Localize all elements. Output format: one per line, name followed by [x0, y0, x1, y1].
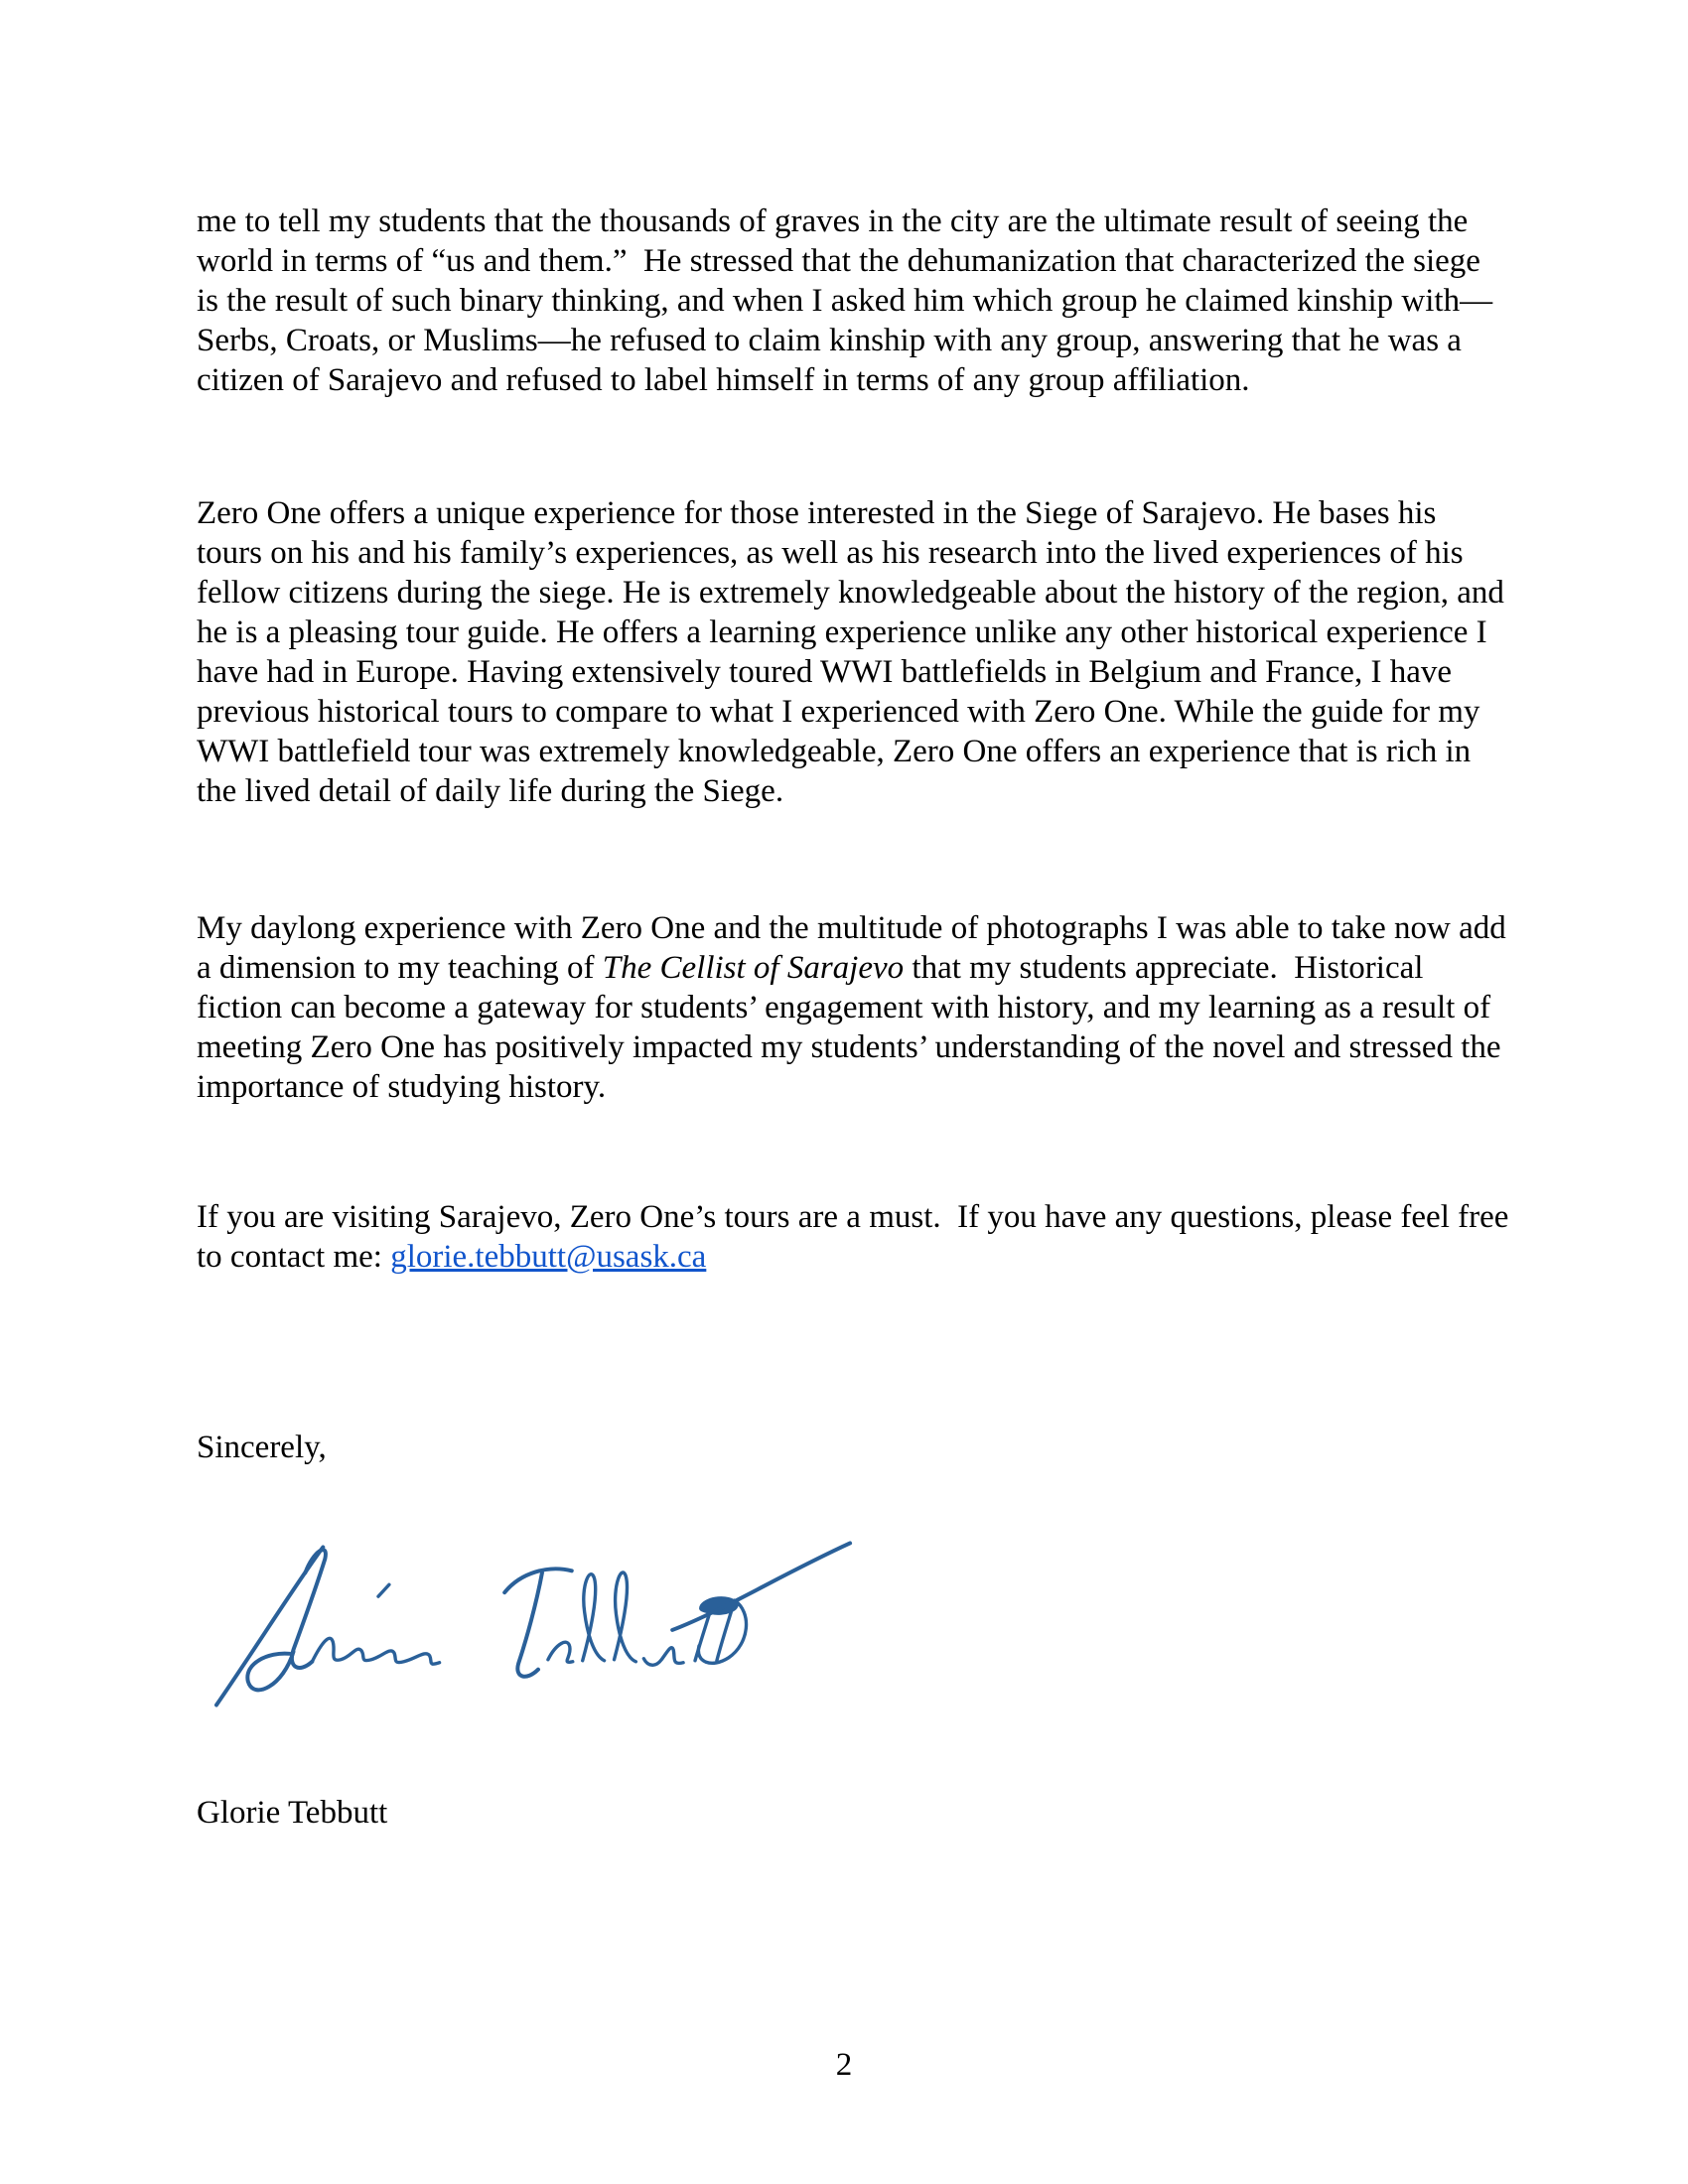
closing-salutation: Sincerely,: [197, 1430, 327, 1465]
signature-stroke-b2: [615, 1572, 636, 1662]
signature-stroke-tick: [378, 1584, 389, 1596]
signature-stroke-u: [643, 1648, 683, 1666]
signature-stroke-flourish: [672, 1543, 850, 1629]
signature-stroke-t-stem: [517, 1572, 542, 1676]
signature-stroke-e: [548, 1642, 573, 1662]
paragraph-tour-experience: Zero One offers a unique experience for those interested in the Siege of Sarajevo. He bases his tours on his and his family’s experiences, as well as his research into the lived experiences of his fellow citizens during the siege. He is extremely knowledgeable about the history of the region, and he is a pleasing tour guide. He offers a learning experience unlike any other historical experience I have had in Europe. Having extensively toured WWI battlefields in Belgium and France, I have previous historical tours to compare to what I experienced with Zero One. While the guide for my WWI battlefield tour was extremely knowledgeable, Zero One offers an experience that is rich in the lived detail of daily life during the Siege.: [197, 495, 1513, 809]
typed-signature-name: Glorie Tebbutt: [197, 1795, 388, 1831]
signature-stroke-b1: [583, 1574, 605, 1661]
paragraph-teaching-text-before: My daylong experience with Zero One and the multitude of photographs I was able to take now add a dimension to my teaching of: [197, 910, 1514, 986]
paragraph-contact-text: If you are visiting Sarajevo, Zero One’s tours are a must. If you have any questions, please feel free to contact me:: [197, 1199, 1517, 1275]
paragraph-continuation: me to tell my students that the thousands of graves in the city are the ultimate result of seeing the world in terms of “us and them.” He stressed that the dehumanization that characterized the siege is the result of such binary thinking, and when I asked him which group he claimed kinship with—Serbs, Croats, or Muslims—he refused to claim kinship with any group, answering that he was a citizen of Sarajevo and refused to label himself in terms of any group affiliation.: [197, 204, 1493, 398]
paragraph-teaching: [197, 908, 1514, 1107]
signature-ink-blob: [700, 1597, 738, 1614]
handwritten-signature: [211, 1533, 862, 1711]
book-title-italic: The Cellist of Sarajevo: [602, 950, 905, 986]
paragraph-contact: [197, 1197, 1517, 1277]
page-number: 2: [835, 2047, 853, 2083]
signature-stroke-lorie: [312, 1638, 439, 1664]
paragraph-teaching-text-after: that my students appreciate. Historical fiction can become a gateway for students’ engagement with history, and my learning as a result of meeting Zero One has positively impacted my students’ understanding of the novel and stressed the importance of studying history.: [197, 950, 1509, 1105]
email-link[interactable]: glorie.tebbutt@usask.ca: [390, 1239, 707, 1275]
signature-stroke-g-loop: [247, 1652, 293, 1691]
signature-stroke-g: [292, 1550, 326, 1668]
